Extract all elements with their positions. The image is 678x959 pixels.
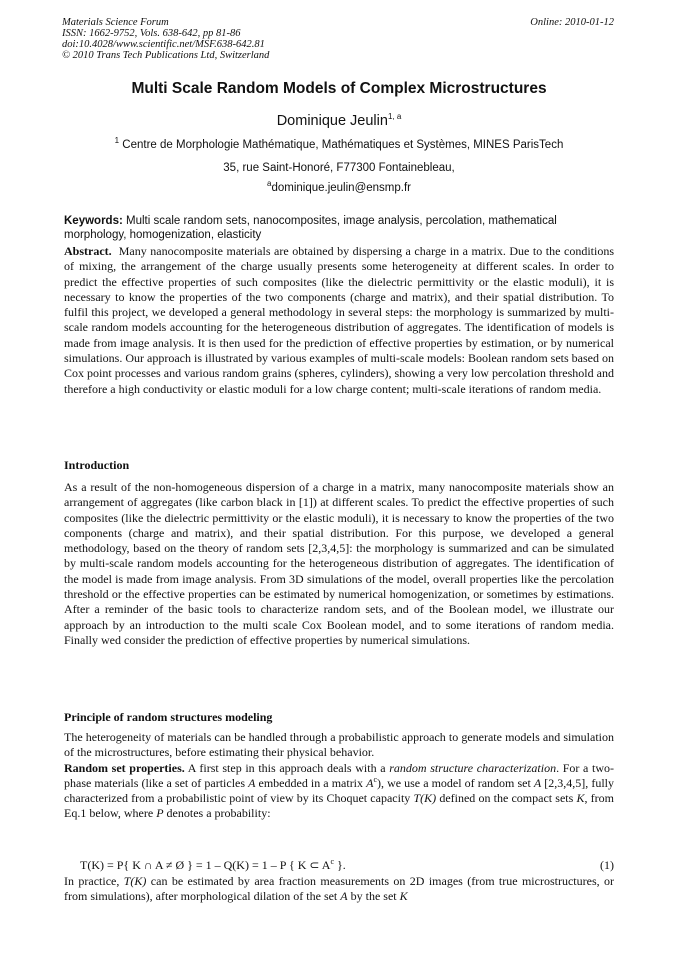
final-text-2: can be estimated by area fraction measurements on 2D images (from true microstructures, or from simulations), after morphological dilation of the set <box>64 874 615 904</box>
affiliation-sup: 1 <box>114 136 120 146</box>
rsp-text-5: [2,3,4,5], fully characterized from a probabilistic point of view by its Choquet capacity <box>64 775 615 806</box>
rsp-italic-2: A <box>248 775 256 790</box>
rsp-text-3: embedded in a matrix <box>255 775 367 790</box>
copyright: © 2010 Trans Tech Publications Ltd, Switzerland <box>62 50 270 61</box>
author-name: Dominique Jeulin <box>276 113 388 129</box>
email: dominique.jeulin@ensmp.fr <box>271 182 411 194</box>
principle-heading: Principle of random structures modeling <box>64 710 273 724</box>
principle-text: The heterogeneity of materials can be handled through a probabilistic approach to generate models and simulation of the microstructures, before estimating their physical behavior. <box>64 730 614 760</box>
email-sup: a <box>267 179 272 189</box>
random-set-properties-label: Random set properties. <box>64 760 185 775</box>
final-italic-2: A <box>340 889 348 904</box>
issn: ISSN: 1662-9752, Vols. 638-642, pp 81-86 <box>62 28 241 39</box>
author <box>0 113 678 129</box>
rsp-italic-4: A <box>533 775 542 790</box>
rsp-text-6: defined on the compact sets <box>436 791 577 806</box>
rsp-text-1: A first step in this approach deals with a <box>184 760 390 775</box>
online-date: Online: 2010-01-12 <box>530 17 614 28</box>
rsp-text-7: , from Eq.1 below, where <box>64 791 614 821</box>
journal-name: Materials Science Forum <box>62 17 169 28</box>
final-text-1: In practice, <box>64 874 124 888</box>
equation-number: (1) <box>600 858 614 872</box>
rsp-text-8: denotes a probability: <box>163 806 271 821</box>
final-paragraph <box>64 874 614 905</box>
keywords-label: Keywords: <box>64 215 123 227</box>
rsp-italic-7: P <box>156 806 164 821</box>
doi: doi:10.4028/www.scientific.net/MSF.638-642.81 <box>62 39 265 50</box>
rsp-italic-5: T(K) <box>413 791 437 806</box>
rsp-sup-3: c <box>373 774 377 784</box>
affiliation-text: Centre de Morphologie Mathématique, Mathématiques et Systèmes, MINES ParisTech <box>122 139 564 151</box>
abstract-label: Abstract. <box>64 244 112 258</box>
equation-sup: c <box>330 857 335 866</box>
rsp-italic-1: random structure characterization <box>389 760 557 775</box>
abstract <box>64 244 614 397</box>
journal-header <box>62 17 269 61</box>
paper-title: Multi Scale Random Models of Complex Microstructures <box>131 80 547 97</box>
email-line <box>0 179 678 194</box>
introduction-text: As a result of the non-homogeneous dispersion of a charge in a matrix, many nanocomposite materials show an arrangement of aggregates (like carbon black in [1]) at different scales. To predict the effective properties of such composites (like the dielectric permittivity or the elastic moduli), it is necessary to know the properties of the two components (charge and matrix), and their spatial distribution. For this purpose, we developed a general methodology, based on the theory of random sets [2,3,4,5]: the morphology is summarized and can be simulated by multi-scale random models accounting for the heterogeneous distribution of aggregates. The identification of the model is made from image analysis. From 3D simulations of the model, overall properties like the percolation threshold or the effective properties can be estimated by numerical homogenization, or sometimes by estimations. After a reminder of the basic tools to characterize random sets, and of the Boolean model, we illustrate our approach by an introduction to the multi scale Cox Boolean model, and to some iterations of random media. Finally wed consider the prediction of effective properties by numerical simulations. <box>64 480 614 647</box>
principle-section <box>64 730 614 822</box>
keywords-text: Multi scale random sets, nanocomposites, image analysis, percolation, mathematical morphology, homogenization, elasticity <box>64 215 557 241</box>
affiliation-line-2: 35, rue Saint-Honoré, F77300 Fontainebleau, <box>223 162 455 174</box>
rsp-text-2: . For a two-phase materials (like a set of particles <box>64 760 615 790</box>
keywords <box>64 214 616 242</box>
final-text-3: by the set <box>347 889 400 904</box>
final-italic-3: K <box>399 889 408 904</box>
introduction-heading: Introduction <box>64 458 130 472</box>
rsp-italic-6: K <box>576 791 585 806</box>
rsp-text-4: ), we use a model of random set <box>377 775 534 790</box>
final-italic-1: T(K) <box>123 874 147 888</box>
equation-tail: }. <box>334 858 346 872</box>
affiliation-line-1 <box>0 136 678 151</box>
author-sup: 1, a <box>387 112 402 122</box>
rsp-italic-3: A <box>366 775 374 790</box>
equation-text: T(K) = P{ K ∩ A ≠ Ø } = 1 – Q(K) = 1 – P { K ⊂ A <box>80 858 331 872</box>
abstract-text: Many nanocomposite materials are obtained by dispersing a charge in a matrix. Due to the conditions of mixing, the arrangement of the charge usually presents some heterogeneity at different scales. In order to predict the effective properties of such composites (like the dielectric permittivity or the elastic moduli), it is necessary to know the properties of the two components (charge and matrix), and their spatial distribution. To fulfil this project, we developed a general methodology in several steps: the morphology is summarized by multi-scale random models accounting for the heterogeneous distribution of aggregates. The identification of models is made from image analysis. It is then used for the prediction of effective properties by estimation, or by numerical simulations. Our approach is illustrated by various examples of multi-scale models: Boolean random sets based on Cox point processes and various random grains (spheres, cylinders), showing a very low percolation threshold and therefore a high conductivity or elastic moduli for a low charge content; multi-scale iterations of random media. <box>64 244 615 396</box>
equation-1 <box>80 858 614 873</box>
